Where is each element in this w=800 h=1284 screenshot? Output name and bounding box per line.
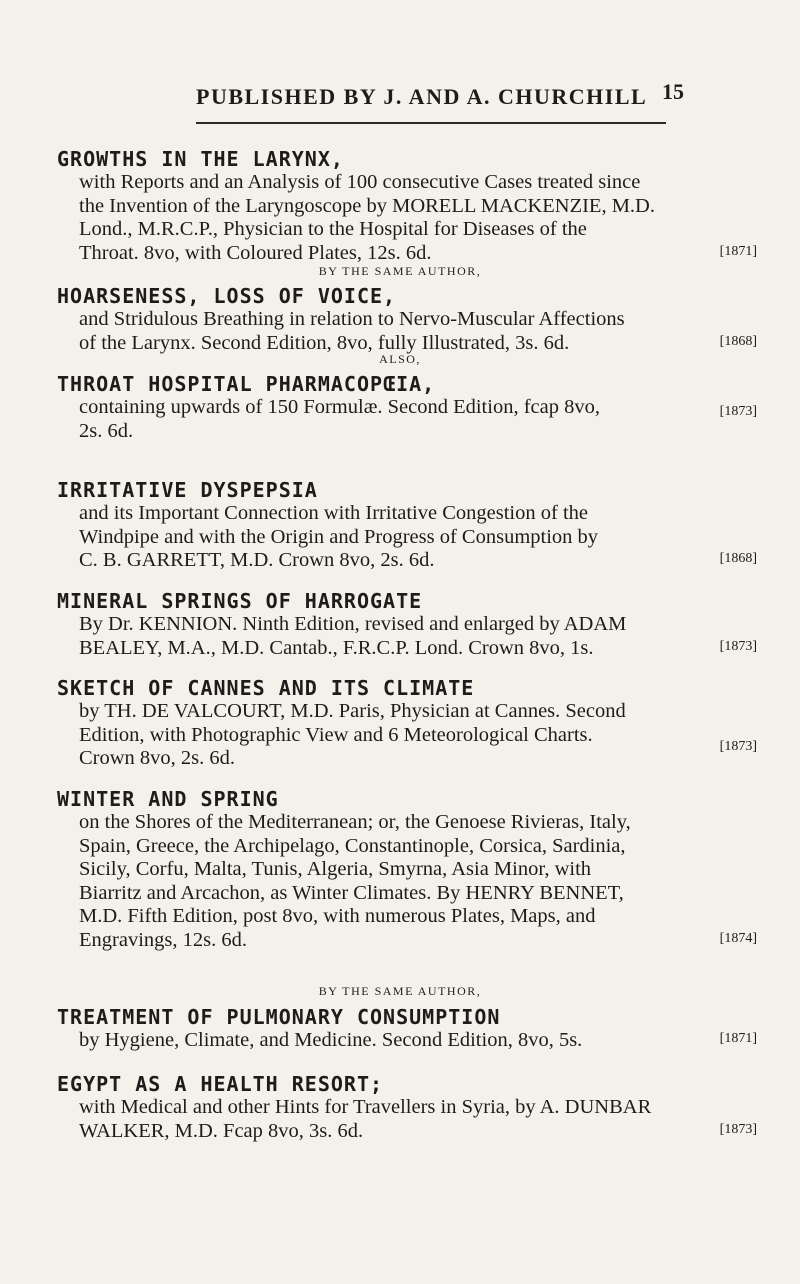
book-entry-growths-in-the-larynx xyxy=(57,148,757,265)
description-line: WALKER, M.D. Fcap 8vo, 3s. 6d. xyxy=(79,1119,364,1142)
description-line: Biarritz and Arcachon, as Winter Climates. By HENRY BENNET, xyxy=(79,881,624,904)
description-line: by TH. DE VALCOURT, M.D. Paris, Physician at Cannes. Second xyxy=(79,700,626,722)
description-line: Throat. 8vo, with Coloured Plates, 12s. 6d. xyxy=(79,241,432,264)
page-number: 15 xyxy=(662,79,684,104)
book-title: THROAT HOSPITAL PHARMACOPŒIA, xyxy=(57,372,436,396)
book-title: GROWTHS IN THE LARYNX, xyxy=(57,147,344,171)
book-title: WINTER AND SPRING xyxy=(57,787,279,811)
book-description xyxy=(79,613,757,660)
book-entry-sketch-of-cannes xyxy=(57,677,757,771)
publication-year: [1873] xyxy=(719,1121,757,1137)
publication-year: [1874] xyxy=(719,930,757,946)
by-same-author-label: BY THE SAME AUTHOR, xyxy=(318,984,482,998)
description-line: Lond., M.R.C.P., Physician to the Hospital for Diseases of the xyxy=(79,218,587,240)
book-title: HOARSENESS, LOSS OF VOICE, xyxy=(57,284,397,308)
description-line: of the Larynx. Second Edition, 8vo, fully Illustrated, 3s. 6d. xyxy=(79,331,570,354)
book-description xyxy=(79,811,757,952)
book-title: TREATMENT OF PULMONARY CONSUMPTION xyxy=(57,1005,501,1029)
description-line: Engravings, 12s. 6d. xyxy=(79,928,247,951)
book-entry-irritative-dyspepsia xyxy=(57,479,757,573)
also-label: ALSO, xyxy=(379,352,421,366)
description-line: Spain, Greece, the Archipelago, Constantinople, Corsica, Sardinia, xyxy=(79,834,626,857)
publication-year: [1873] xyxy=(719,739,757,754)
description-line: and its Important Connection with Irritative Congestion of the xyxy=(79,502,588,524)
book-title: SKETCH OF CANNES AND ITS CLIMATE xyxy=(57,676,475,700)
book-description xyxy=(79,308,757,355)
publication-year: [1873] xyxy=(719,403,757,419)
header-rule xyxy=(196,122,666,124)
publication-year: [1873] xyxy=(719,638,757,654)
book-entry-hoarseness xyxy=(57,285,757,355)
book-title: EGYPT AS A HEALTH RESORT; xyxy=(57,1072,384,1096)
description-line: and Stridulous Breathing in relation to Nervo-Muscular Affections xyxy=(79,308,625,330)
description-line: C. B. GARRETT, M.D. Crown 8vo, 2s. 6d. xyxy=(79,549,435,571)
description-line: Sicily, Corfu, Malta, Tunis, Algeria, Smyrna, Asia Minor, with xyxy=(79,858,592,880)
description-line: By Dr. KENNION. Ninth Edition, revised and enlarged by ADAM xyxy=(79,613,627,635)
publication-year: [1871] xyxy=(719,1031,757,1046)
book-entry-throat-hospital-pharmacopoeia xyxy=(57,373,757,443)
description-line: BEALEY, M.A., M.D. Cantab., F.R.C.P. Lond. Crown 8vo, 1s. xyxy=(79,636,594,659)
book-description xyxy=(79,1096,757,1143)
description-line: M.D. Fifth Edition, post 8vo, with numerous Plates, Maps, and xyxy=(79,905,596,927)
book-description xyxy=(79,700,757,771)
book-entry-egypt-as-a-health-resort xyxy=(57,1073,757,1143)
description-line: the Invention of the Laryngoscope by MORELL MACKENZIE, M.D. xyxy=(79,194,655,217)
publication-year: [1868] xyxy=(719,333,757,349)
description-line: Windpipe and with the Origin and Progress of Consumption by xyxy=(79,525,599,548)
description-line: by Hygiene, Climate, and Medicine. Second Edition, 8vo, 5s. xyxy=(79,1029,583,1051)
book-entry-winter-and-spring xyxy=(57,788,757,952)
book-entry-mineral-springs-of-harrogate xyxy=(57,590,757,660)
publication-year: [1871] xyxy=(719,243,757,259)
book-description xyxy=(79,1029,757,1053)
publication-year: [1868] xyxy=(719,551,757,566)
description-line: Crown 8vo, 2s. 6d. xyxy=(79,747,236,769)
book-description xyxy=(79,502,757,573)
description-line: Edition, with Photographic View and 6 Meteorological Charts. xyxy=(79,723,593,746)
book-entry-treatment-of-pulmonary-consumption xyxy=(57,1006,757,1053)
running-head: PUBLISHED BY J. AND A. CHURCHILL xyxy=(196,84,648,109)
book-description xyxy=(79,396,757,443)
description-line: with Reports and an Analysis of 100 consecutive Cases treated since xyxy=(79,171,641,193)
description-line: containing upwards of 150 Formulæ. Second Edition, fcap 8vo, xyxy=(79,396,600,418)
description-line: 2s. 6d. xyxy=(79,419,134,442)
description-line: with Medical and other Hints for Travellers in Syria, by A. DUNBAR xyxy=(79,1096,652,1118)
book-description xyxy=(79,171,757,265)
by-same-author-label: BY THE SAME AUTHOR, xyxy=(318,264,482,278)
book-title: MINERAL SPRINGS OF HARROGATE xyxy=(57,589,423,613)
description-line: on the Shores of the Mediterranean; or, the Genoese Rivieras, Italy, xyxy=(79,811,631,833)
book-title: IRRITATIVE DYSPEPSIA xyxy=(57,478,318,502)
